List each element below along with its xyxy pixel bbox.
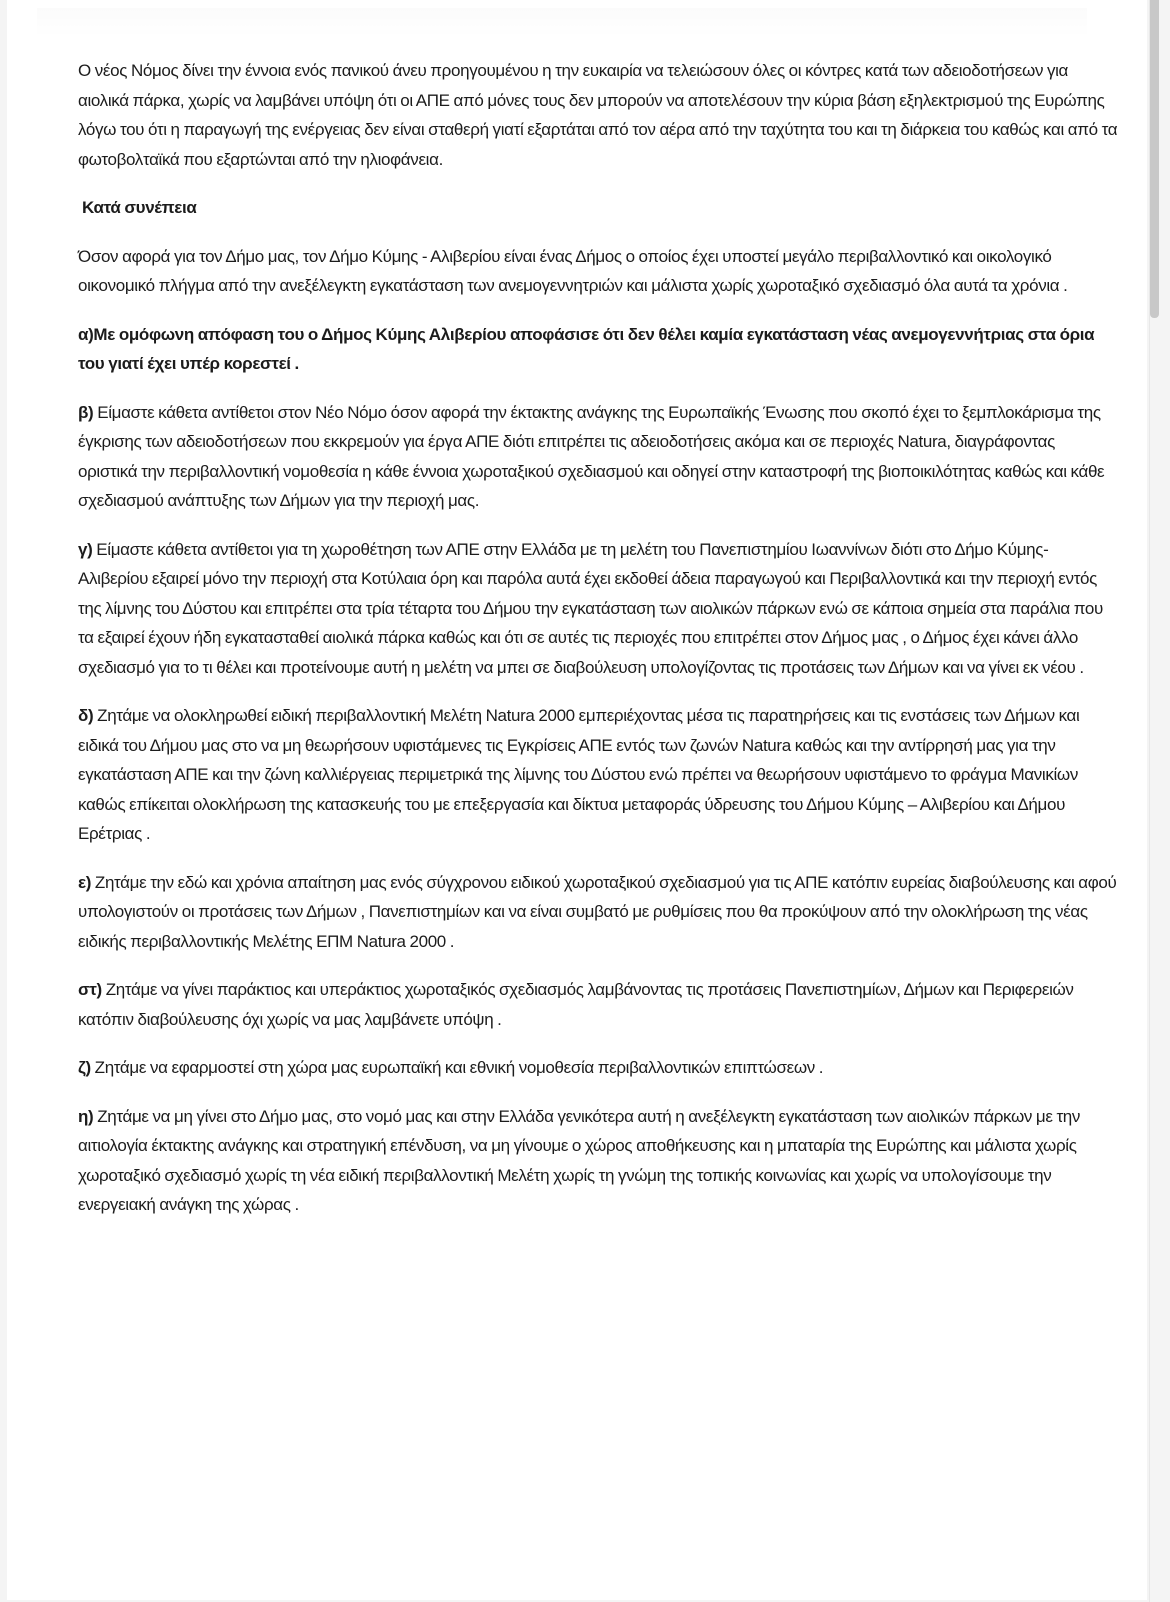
point-st — [78, 975, 1118, 1034]
point-label: α) — [78, 324, 94, 344]
point-text: Ζητάμε να εφαρμοστεί στη χώρα μας ευρωπαϊκή και εθνική νομοθεσία περιβαλλοντικών επιπτώσεων . — [90, 1058, 824, 1077]
point-label: β) — [78, 402, 94, 422]
point-text: Ζητάμε να μη γίνει στο Δήμο μας, στο νομό μας και στην Ελλάδα γενικότερα αυτή η ανεξέλεγκτη εγκατάσταση των αιολικών πάρκων με την αιτιολογία έκτακτης ανάγκης και στρατηγική επένδυση, να μη γίνουμε ο χώρος αποθήκευσης και η μπαταρία της Ευρώπης και μάλιστα χωρίς χωροταξικό σχεδιασμό χωρίς τη νέα ειδική περιβαλλοντική Μελέτη χωρίς τη γνώμη της τοπικής κοινωνίας και χωρίς να υπολογίσουμε την ενεργειακή ανάγκη της χώρας . — [78, 1106, 1081, 1214]
point-d — [78, 701, 1118, 849]
point-c — [78, 535, 1118, 683]
vertical-scrollbar[interactable] — [1149, 0, 1170, 1602]
point-text: Είμαστε κάθετα αντίθετοι στον Νέο Νόμο όσον αφορά την έκτακτης ανάγκης της Ευρωπαϊκής Ένωσης που σκοπό έχει το ξεμπλοκάρισμα της έγκρισης των αδειοδοτήσεων που εκκρεμούν για έργα ΑΠΕ διότι επιτρέπει τις αδειοδοτήσεις ακόμα και σε περιοχές Natura, διαγράφοντας οριστικά την περιβαλλοντική νομοθεσία η κάθε έννοια χωροταξικού σχεδιασμού και οδηγεί στην καταστροφή της βιοποικιλότητας καθώς και κάθε σχεδιασμού ανάπτυξης των Δήμων για την περιοχή μας. — [78, 402, 1105, 510]
point-label: η) — [78, 1106, 94, 1126]
scan-bleed-through — [37, 8, 1087, 38]
point-label: γ) — [78, 539, 93, 559]
document-body — [78, 56, 1118, 1239]
point-z — [78, 1053, 1118, 1083]
point-text: Ζητάμε να γίνει παράκτιος και υπεράκτιος χωροταξικός σχεδιασμός λαμβάνοντας τις προτάσεις Πανεπιστημίων, Δήμων και Περιφερειών κατόπιν διαβούλευσης όχι χωρίς να μας λαμβάνετε υπόψη . — [78, 980, 1074, 1029]
point-a — [78, 320, 1118, 379]
point-h — [78, 1102, 1118, 1220]
point-text: Ζητάμε την εδώ και χρόνια απαίτηση μας ενός σύγχρονου ειδικού χωροταξικού σχεδιασμού για τις ΑΠΕ κατόπιν ευρείας διαβούλευσης και αφού υπολογιστούν οι προτάσεις των Δήμων , Πανεπιστημίων και να είναι συμβατό με ρυθμίσεις που θα προκύψουν από την ολοκλήρωση της νέας ειδικής περιβαλλοντικής Μελέτης ΕΠΜ Natura 2000 . — [78, 872, 1117, 951]
point-label: ε) — [78, 872, 92, 892]
point-label: ζ) — [78, 1058, 91, 1077]
point-e — [78, 868, 1118, 957]
point-label: δ) — [78, 706, 94, 725]
scrollbar-thumb[interactable] — [1150, 0, 1159, 318]
point-label: στ) — [78, 980, 102, 999]
section-heading: Κατά συνέπεια — [82, 198, 197, 217]
document-page — [7, 0, 1147, 1600]
intro-paragraph: Ο νέος Νόμος δίνει την έννοια ενός πανικού άνευ προηγουμένου η την ευκαιρία να τελειώσουν όλες οι κόντρες κατά των αδειοδοτήσεων για αιολικά πάρκα, χωρίς να λαμβάνει υπόψη ότι οι ΑΠΕ από μόνες τους δεν μπορούν να αποτελέσουν την κύρια βάση εξηλεκτρισμού της Ευρώπης λόγω του ότι η παραγωγή της ενέργειας δεν είναι σταθερή γιατί εξαρτάται από τον αέρα από την ταχύτητα του και τη διάρκεια του καθώς και από τα φωτοβολταϊκά που εξαρτώνται από την ηλιοφάνεια. — [78, 61, 1118, 169]
municipality-paragraph: Όσον αφορά για τον Δήμο μας, τον Δήμο Κύμης - Αλιβερίου είναι ένας Δήμος ο οποίος έχει υποστεί μεγάλο περιβαλλοντικό και οικολογικό οικονομικό πλήγμα από την ανεξέλεγκτη εγκατάσταση των ανεμογεννητριών και μάλιστα χωρίς χωροταξικό σχεδιασμό όλα αυτά τα χρόνια . — [78, 246, 1068, 295]
point-b — [78, 398, 1118, 516]
point-text: Ζητάμε να ολοκληρωθεί ειδική περιβαλλοντική Μελέτη Natura 2000 εμπεριέχοντας μέσα τις παρατηρήσεις και τις ενστάσεις των Δήμων και ειδικά του Δήμου μας στο να μη θεωρήσουν υφιστάμενες τις Εγκρίσεις ΑΠΕ εντός των ζωνών Natura καθώς και την αντίρρησή μας για την εγκατάσταση ΑΠΕ και την ζώνη καλλιέργειας περιμετρικά της λίμνης του Δύστου ενώ πρέπει να θεωρήσουν υφιστάμενο το φράγμα Μανικίων καθώς επίκειται ολοκλήρωση της κατασκευής του με επεξεργασία και δίκτυα μεταφοράς ύδρευσης του Δήμου Κύμης – Αλιβερίου και Δήμου Ερέτριας . — [78, 706, 1080, 843]
point-text: Είμαστε κάθετα αντίθετοι για τη χωροθέτηση των ΑΠΕ στην Ελλάδα με τη μελέτη του Πανεπιστημίου Ιωαννίνων διότι στο Δήμο Κύμης-Αλιβερίου εξαιρεί μόνο την περιοχή στα Κοτύλαια όρη και παρόλα αυτά έχει εκδοθεί άδεια παραγωγού και Περιβαλλοντικά και την περιοχή εντός της λίμνης του Δύστου και επιτρέπει στα τρία τέταρτα του Δήμου την εγκατάσταση των αιολικών πάρκων ενώ σε κάποια σημεία στα παράλια που τα εξαιρεί έχουν ήδη εγκατασταθεί αιολικά πάρκα καθώς και ότι σε αυτές τις περιοχές που επιτρέπει στον Δήμος μας , ο Δήμος έχει κάνει άλλο σχεδιασμό για το τι θέλει και προτείνουμε αυτή η μελέτη να μπει σε διαβούλευση υπολογίζοντας τις προτάσεις των Δήμων και να γίνει εκ νέου . — [78, 539, 1103, 677]
point-text: Με ομόφωνη απόφαση του ο Δήμος Κύμης Αλιβερίου αποφάσισε ότι δεν θέλει καμία εγκατάσταση νέας ανεμογεννήτριας στα όρια του γιατί έχει υπέρ κορεστεί . — [78, 324, 1095, 373]
